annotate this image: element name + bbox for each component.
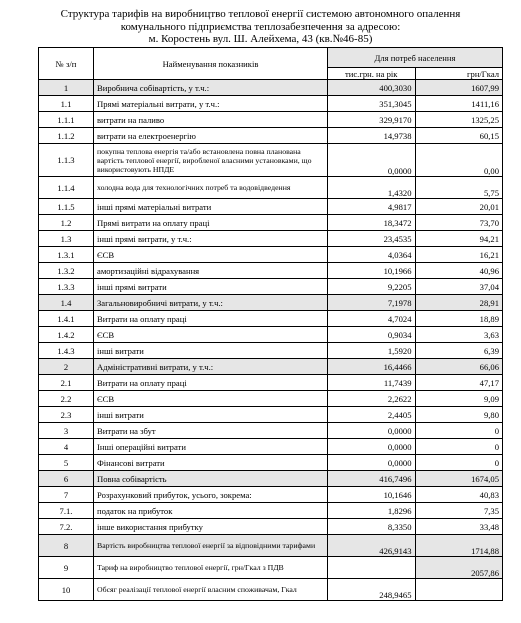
- row-name: холодна вода для технологічних потреб та водовідведення: [94, 177, 328, 199]
- value-uah-gcal: [415, 579, 503, 601]
- row-name: Адміністративні витрати, у т.ч.:: [94, 359, 328, 375]
- header-name: Найменування показників: [94, 48, 328, 80]
- row-number: 1.1.3: [39, 144, 94, 177]
- value-uah-gcal: 3,63: [415, 327, 503, 343]
- value-thousand-uah: 0,0000: [328, 144, 416, 177]
- table-row: [39, 247, 503, 263]
- row-number: 9: [39, 557, 94, 579]
- row-name: інші витрати: [94, 343, 328, 359]
- row-name: Обсяг реалізації теплової енергії власним споживачам, Гкал: [94, 579, 328, 601]
- table-row: [39, 455, 503, 471]
- row-number: 8: [39, 535, 94, 557]
- value-uah-gcal: 47,17: [415, 375, 503, 391]
- value-thousand-uah: 10,1646: [328, 487, 416, 503]
- value-thousand-uah: 10,1966: [328, 263, 416, 279]
- value-thousand-uah: 23,4535: [328, 231, 416, 247]
- table-row: [39, 343, 503, 359]
- row-number: 1.1: [39, 96, 94, 112]
- value-uah-gcal: 6,39: [415, 343, 503, 359]
- value-uah-gcal: 20,01: [415, 199, 503, 215]
- value-thousand-uah: 2,2622: [328, 391, 416, 407]
- table-row: [39, 231, 503, 247]
- value-uah-gcal: 0: [415, 439, 503, 455]
- row-number: 1.4: [39, 295, 94, 311]
- table-row: [39, 177, 503, 199]
- value-thousand-uah: 4,9817: [328, 199, 416, 215]
- row-name: Тариф на виробництво теплової енергії, грн/Гкал з ПДВ: [94, 557, 328, 579]
- table-row: [39, 128, 503, 144]
- row-number: 6: [39, 471, 94, 487]
- table-body: [39, 80, 503, 601]
- value-thousand-uah: 4,7024: [328, 311, 416, 327]
- value-uah-gcal: 1674,05: [415, 471, 503, 487]
- row-number: 5: [39, 455, 94, 471]
- row-number: 7: [39, 487, 94, 503]
- table-row: [39, 535, 503, 557]
- table-row: [39, 487, 503, 503]
- value-uah-gcal: 94,21: [415, 231, 503, 247]
- row-number: 7.1.: [39, 503, 94, 519]
- tariff-table: [38, 47, 503, 601]
- value-thousand-uah: 2,4405: [328, 407, 416, 423]
- row-name: Вартість виробництва теплової енергії за відповідними тарифами: [94, 535, 328, 557]
- row-name: Витрати на оплату праці: [94, 375, 328, 391]
- value-thousand-uah: 0,0000: [328, 439, 416, 455]
- value-uah-gcal: 1325,25: [415, 112, 503, 128]
- row-name: Фінансові витрати: [94, 455, 328, 471]
- value-thousand-uah: 16,4466: [328, 359, 416, 375]
- row-number: 1: [39, 80, 94, 96]
- value-uah-gcal: 37,04: [415, 279, 503, 295]
- table-row: [39, 557, 503, 579]
- table-row: [39, 359, 503, 375]
- row-name: інші прямі витрати, у т.ч.:: [94, 231, 328, 247]
- row-name: ЄСВ: [94, 327, 328, 343]
- value-thousand-uah: 400,3030: [328, 80, 416, 96]
- table-row: [39, 519, 503, 535]
- title-line-3: м. Коростень вул. Ш. Алейхема, 43 (кв.№46-85): [148, 33, 373, 45]
- value-uah-gcal: 40,96: [415, 263, 503, 279]
- value-uah-gcal: 40,83: [415, 487, 503, 503]
- row-name: покупна теплова енергія та/або встановлена повна планована вартість теплової енергії, виробленої власними установками, що використовують НПДЕ: [94, 144, 328, 177]
- row-number: 1.3.2: [39, 263, 94, 279]
- value-uah-gcal: 9,09: [415, 391, 503, 407]
- table-row: [39, 391, 503, 407]
- table-row: [39, 579, 503, 601]
- row-name: Прямі матеріальні витрати, у т.ч.:: [94, 96, 328, 112]
- value-thousand-uah: 11,7439: [328, 375, 416, 391]
- table-row: [39, 215, 503, 231]
- row-name: Інші операційні витрати: [94, 439, 328, 455]
- row-name: Повна собівартість: [94, 471, 328, 487]
- table-row: [39, 80, 503, 96]
- row-name: Виробнича собівартість, у т.ч.:: [94, 80, 328, 96]
- header-unit-uah-gcal: грн/Гкал: [415, 68, 503, 80]
- row-number: 1.3.1: [39, 247, 94, 263]
- value-thousand-uah: 9,2205: [328, 279, 416, 295]
- header-number: № з/п: [39, 48, 94, 80]
- value-uah-gcal: 7,35: [415, 503, 503, 519]
- value-uah-gcal: 5,75: [415, 177, 503, 199]
- row-number: 2.3: [39, 407, 94, 423]
- header-group: Для потреб населення: [328, 48, 503, 68]
- table-row: [39, 96, 503, 112]
- table-row: [39, 407, 503, 423]
- table-row: [39, 263, 503, 279]
- table-row: [39, 439, 503, 455]
- table-row: [39, 199, 503, 215]
- value-uah-gcal: 66,06: [415, 359, 503, 375]
- row-name: витрати на електроенергію: [94, 128, 328, 144]
- value-thousand-uah: 0,9034: [328, 327, 416, 343]
- value-uah-gcal: 2057,86: [415, 557, 503, 579]
- row-name: інші прямі матеріальні витрати: [94, 199, 328, 215]
- table-row: [39, 471, 503, 487]
- row-name: Загальновиробничі витрати, у т.ч.:: [94, 295, 328, 311]
- value-thousand-uah: 0,0000: [328, 423, 416, 439]
- table-row: [39, 503, 503, 519]
- row-number: 2.2: [39, 391, 94, 407]
- value-uah-gcal: 1714,88: [415, 535, 503, 557]
- value-uah-gcal: 60,15: [415, 128, 503, 144]
- value-thousand-uah: 18,3472: [328, 215, 416, 231]
- value-uah-gcal: 9,80: [415, 407, 503, 423]
- document-title: [0, 8, 521, 46]
- value-thousand-uah: [328, 557, 416, 579]
- value-uah-gcal: 0: [415, 455, 503, 471]
- value-thousand-uah: 426,9143: [328, 535, 416, 557]
- header-unit-thousand-uah: тис.грн. на рік: [328, 68, 416, 80]
- row-name: інші витрати: [94, 407, 328, 423]
- value-thousand-uah: 8,3350: [328, 519, 416, 535]
- value-thousand-uah: 416,7496: [328, 471, 416, 487]
- value-uah-gcal: 73,70: [415, 215, 503, 231]
- row-name: Розрахунковий прибуток, усього, зокрема:: [94, 487, 328, 503]
- row-number: 1.3: [39, 231, 94, 247]
- row-number: 2.1: [39, 375, 94, 391]
- value-uah-gcal: 28,91: [415, 295, 503, 311]
- row-name: витрати на паливо: [94, 112, 328, 128]
- table-row: [39, 423, 503, 439]
- table-row: [39, 144, 503, 177]
- value-thousand-uah: 14,9738: [328, 128, 416, 144]
- table-row: [39, 295, 503, 311]
- row-number: 7.2.: [39, 519, 94, 535]
- value-uah-gcal: 33,48: [415, 519, 503, 535]
- title-line-2: комунального підприємства теплозабезпечення за адресою:: [120, 20, 401, 33]
- value-thousand-uah: 1,4320: [328, 177, 416, 199]
- row-number: 2: [39, 359, 94, 375]
- value-thousand-uah: 351,3045: [328, 96, 416, 112]
- value-uah-gcal: 16,21: [415, 247, 503, 263]
- value-thousand-uah: 1,5920: [328, 343, 416, 359]
- row-number: 1.3.3: [39, 279, 94, 295]
- row-number: 1.1.5: [39, 199, 94, 215]
- value-thousand-uah: 248,9465: [328, 579, 416, 601]
- table-row: [39, 112, 503, 128]
- value-thousand-uah: 7,1978: [328, 295, 416, 311]
- row-name: податок на прибуток: [94, 503, 328, 519]
- row-number: 1.1.2: [39, 128, 94, 144]
- table-row: [39, 327, 503, 343]
- row-number: 1.2: [39, 215, 94, 231]
- value-thousand-uah: 4,0364: [328, 247, 416, 263]
- table-row: [39, 279, 503, 295]
- row-number: 10: [39, 579, 94, 601]
- row-number: 1.4.2: [39, 327, 94, 343]
- value-thousand-uah: 0,0000: [328, 455, 416, 471]
- row-name: інші прямі витрати: [94, 279, 328, 295]
- row-name: амортизаційні відрахування: [94, 263, 328, 279]
- title-line-1: Структура тарифів на виробництво теплової енергії системою автономного опалення: [60, 8, 461, 20]
- row-name: ЄСВ: [94, 391, 328, 407]
- value-uah-gcal: 1607,99: [415, 80, 503, 96]
- row-number: 3: [39, 423, 94, 439]
- value-thousand-uah: 1,8296: [328, 503, 416, 519]
- row-number: 1.1.4: [39, 177, 94, 199]
- value-thousand-uah: 329,9170: [328, 112, 416, 128]
- row-name: інше використання прибутку: [94, 519, 328, 535]
- table-row: [39, 311, 503, 327]
- row-number: 1.4.1: [39, 311, 94, 327]
- row-number: 1.4.3: [39, 343, 94, 359]
- value-uah-gcal: 0,00: [415, 144, 503, 177]
- row-name: Прямі витрати на оплату праці: [94, 215, 328, 231]
- row-number: 1.1.1: [39, 112, 94, 128]
- value-uah-gcal: 1411,16: [415, 96, 503, 112]
- row-name: Витрати на оплату праці: [94, 311, 328, 327]
- value-uah-gcal: 0: [415, 423, 503, 439]
- row-number: 4: [39, 439, 94, 455]
- table-row: [39, 375, 503, 391]
- row-name: ЄСВ: [94, 247, 328, 263]
- row-name: Витрати на збут: [94, 423, 328, 439]
- value-uah-gcal: 18,89: [415, 311, 503, 327]
